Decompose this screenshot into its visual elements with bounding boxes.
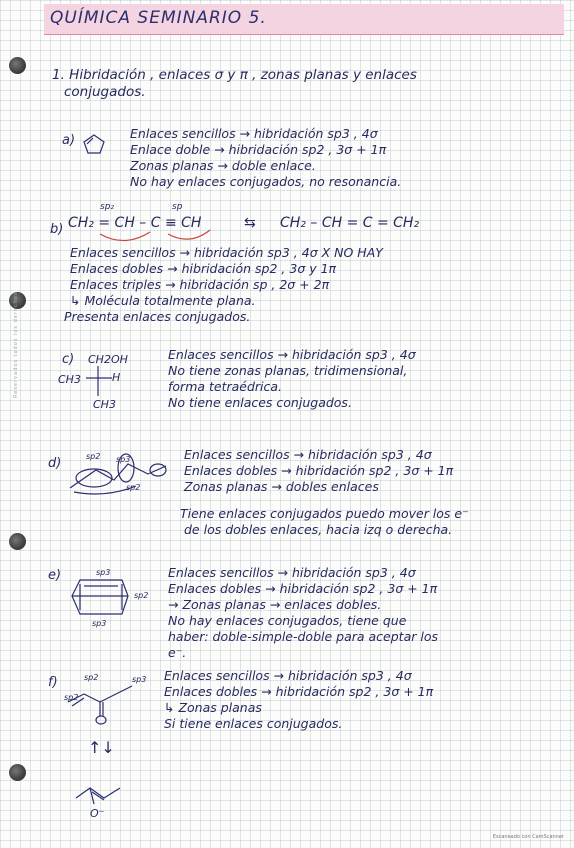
resonance-arrows xyxy=(70,224,220,244)
section-d-line: Enlaces dobles → hibridación sp2 , 3σ + 1π xyxy=(184,463,454,478)
binder-hole xyxy=(9,533,26,550)
sp-annotation: sp xyxy=(172,202,183,212)
c-substituent-left: CH3 xyxy=(58,373,81,386)
section-e-line: Enlaces dobles → hibridación sp2 , 3σ + 1π xyxy=(168,581,438,596)
e-sp-label: sp2 xyxy=(134,591,149,600)
title-underline xyxy=(44,34,564,35)
section-b-label: b) xyxy=(50,222,64,237)
section-d-note: de los dobles enlaces, hacia izq o derecha. xyxy=(184,522,453,537)
section-a-line: Enlaces sencillos → hibridación sp3 , 4σ xyxy=(130,126,378,141)
section-f-line: Enlaces dobles → hibridación sp2 , 3σ + 1π xyxy=(164,684,434,699)
tetrahedral-carbon-cross xyxy=(86,366,116,396)
section-a-line: No hay enlaces conjugados, no resonancia. xyxy=(130,174,402,189)
oxide-label: O⁻ xyxy=(90,807,105,820)
section-c-line: forma tetraédrica. xyxy=(168,379,283,394)
c-substituent-top: CH2OH xyxy=(88,353,128,366)
section-e-line: haber: doble-simple-doble para aceptar los xyxy=(168,629,438,644)
d-sp-label: sp2 xyxy=(86,452,101,461)
section-b-line: ↳ Molécula totalmente plana. xyxy=(70,293,256,308)
e-sp-label: sp3 xyxy=(92,619,107,628)
d-sp-label: sp3 xyxy=(116,455,131,464)
equilibrium-arrow-icon: ↑↓ xyxy=(88,738,115,757)
section-f-line: ↳ Zonas planas xyxy=(164,700,262,715)
section-d-label: d) xyxy=(48,456,62,471)
section-a-label: a) xyxy=(62,133,76,148)
c-substituent-right: H xyxy=(112,371,121,384)
binder-hole xyxy=(9,764,26,781)
section-c-label: c) xyxy=(62,352,75,367)
f-sp-label: sp2 xyxy=(84,673,99,682)
section-e-line: No hay enlaces conjugados, tiene que xyxy=(168,613,407,628)
enone-structure xyxy=(64,676,164,726)
page-title: QUÍMICA SEMINARIO 5. xyxy=(50,8,267,28)
cyclopentene-structure xyxy=(82,133,106,155)
sp2-annotation: sp₂ xyxy=(100,202,115,212)
section-c-line: Enlaces sencillos → hibridación sp3 , 4σ xyxy=(168,347,416,362)
section-e-line: e⁻. xyxy=(168,645,187,660)
f-sp-label: sp2 xyxy=(64,693,79,702)
section-b-line: Enlaces dobles → hibridación sp2 , 3σ y 1π xyxy=(70,261,337,276)
formula-left: CH₂ = CH – C ≡ CH xyxy=(68,215,202,231)
question-line-2: conjugados. xyxy=(64,84,146,100)
section-d-note: Tiene enlaces conjugados puedo mover los e⁻ xyxy=(180,506,469,521)
section-f-label: f) xyxy=(48,675,58,690)
section-b-line: Presenta enlaces conjugados. xyxy=(64,309,251,324)
section-a-line: Zonas planas → doble enlace. xyxy=(130,158,316,173)
section-f-line: Enlaces sencillos → hibridación sp3 , 4σ xyxy=(164,668,412,683)
scanner-watermark: Escaneado con CamScanner xyxy=(492,834,564,840)
f-sp-label: sp3 xyxy=(132,675,147,684)
section-c-line: No tiene zonas planas, tridimensional, xyxy=(168,363,408,378)
section-d-line: Enlaces sencillos → hibridación sp3 , 4σ xyxy=(184,447,432,462)
section-c-line: No tiene enlaces conjugados. xyxy=(168,395,352,410)
section-f-line: Si tiene enlaces conjugados. xyxy=(164,716,343,731)
formula-right: CH₂ – CH = C = CH₂ xyxy=(280,215,420,231)
c-substituent-bottom: CH3 xyxy=(93,398,116,411)
section-a-line: Enlace doble → hibridación sp2 , 3σ + 1π xyxy=(130,142,387,157)
d-sp-label: sp2 xyxy=(126,483,141,492)
binder-hole xyxy=(9,57,26,74)
section-e-line: Enlaces sencillos → hibridación sp3 , 4σ xyxy=(168,565,416,580)
side-watermark: Reservados todos los derechos xyxy=(13,291,19,398)
section-b-line: Enlaces sencillos → hibridación sp3 , 4σ X NO HAY xyxy=(70,245,383,260)
e-sp-label: sp3 xyxy=(96,568,111,577)
question-line-1: 1. Hibridación , enlaces σ y π , zonas planas y enlaces xyxy=(52,67,417,83)
section-b-line: Enlaces triples → hibridación sp , 2σ + 2π xyxy=(70,277,330,292)
section-d-line: Zonas planas → dobles enlaces xyxy=(184,479,379,494)
section-e-line: → Zonas planas → enlaces dobles. xyxy=(168,597,382,612)
resonance-arrow-icon: ⇆ xyxy=(244,215,256,231)
section-e-label: e) xyxy=(48,568,62,583)
